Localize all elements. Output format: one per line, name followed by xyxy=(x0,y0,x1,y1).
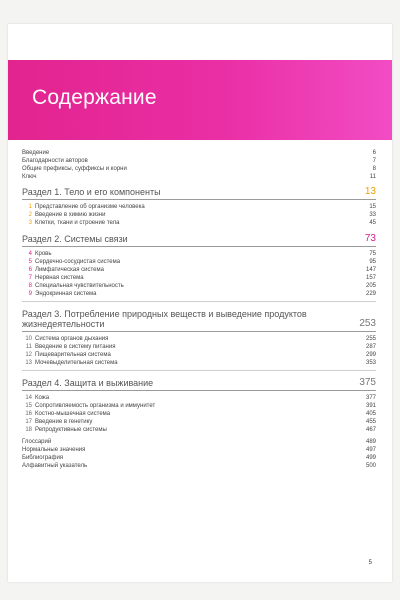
section-divider xyxy=(22,246,376,247)
chapter-number: 6 xyxy=(28,267,32,273)
chapter-number: 14 xyxy=(25,395,32,401)
chapter-entry xyxy=(22,410,376,418)
toc-entry-page: 8 xyxy=(372,166,376,172)
toc-entry xyxy=(22,173,376,181)
chapter-number: 11 xyxy=(25,344,32,350)
section-end-divider xyxy=(22,301,376,302)
toc-entry xyxy=(22,157,376,165)
toc-entry-page: 500 xyxy=(365,463,376,469)
chapter-page: 205 xyxy=(365,283,376,289)
toc-entry xyxy=(22,462,376,470)
toc-entry-label: Введение xyxy=(22,150,50,156)
chapter-page: 75 xyxy=(369,251,376,257)
chapter-label: Пищеварительная система xyxy=(35,352,111,358)
chapter-entry xyxy=(22,418,376,426)
chapter-page: 287 xyxy=(365,344,376,350)
section-title: Раздел 3. Потребление природных веществ и выведение продуктов жизнедеятельности xyxy=(22,309,307,329)
chapter-label: Сопротивляемость организма и иммунитет xyxy=(35,403,156,409)
toc-entry-page: 7 xyxy=(372,158,376,164)
chapter-page: 229 xyxy=(365,291,376,297)
chapter-entry xyxy=(22,290,376,298)
chapter-label: Эндокринная система xyxy=(35,291,97,297)
section-heading-1 xyxy=(22,187,376,197)
section-heading-3 xyxy=(22,309,376,329)
chapter-page: 147 xyxy=(365,267,376,273)
chapter-label: Кожа xyxy=(35,395,50,401)
toc-entry-page: 497 xyxy=(365,447,376,453)
toc-entry-page: 6 xyxy=(372,150,376,156)
toc-entry xyxy=(22,454,376,462)
chapter-page: 391 xyxy=(365,403,376,409)
toc-entry-page: 499 xyxy=(365,455,376,461)
chapter-label: Кровь xyxy=(35,251,52,257)
toc-entry-label: Глоссарий xyxy=(22,439,52,445)
chapter-page: 353 xyxy=(365,360,376,366)
section-divider xyxy=(22,331,376,332)
chapter-page: 455 xyxy=(365,419,376,425)
chapter-page: 299 xyxy=(365,352,376,358)
chapter-entry xyxy=(22,343,376,351)
title-banner xyxy=(8,60,392,140)
chapter-page: 45 xyxy=(369,220,376,226)
section-heading-4 xyxy=(22,378,376,388)
page-title: Содержание xyxy=(32,86,157,109)
chapter-label: Репродуктивные системы xyxy=(35,427,107,433)
chapter-label: Система органов дыхания xyxy=(35,336,109,342)
chapter-label: Специальная чувствительность xyxy=(35,283,124,289)
chapter-page: 255 xyxy=(365,336,376,342)
chapter-entry xyxy=(22,266,376,274)
chapter-number: 12 xyxy=(25,352,32,358)
chapter-label: Костно-мышечная система xyxy=(35,411,111,417)
chapter-page: 33 xyxy=(369,212,376,218)
chapter-number: 9 xyxy=(28,291,32,297)
chapter-entry xyxy=(22,258,376,266)
toc-entry-page: 489 xyxy=(365,439,376,445)
chapter-number: 10 xyxy=(25,336,32,342)
chapter-number: 1 xyxy=(28,204,32,210)
chapter-label: Введение в генетику xyxy=(35,419,93,425)
page-number: 5 xyxy=(368,560,372,566)
chapter-entry xyxy=(22,211,376,219)
section-title: Раздел 4. Защита и выживание xyxy=(22,378,154,388)
section-end-divider xyxy=(22,370,376,371)
chapter-entry xyxy=(22,359,376,367)
document-page xyxy=(8,24,392,582)
toc-entry-page: 11 xyxy=(369,174,376,180)
chapter-label: Мочевыделительная система xyxy=(35,360,118,366)
chapter-entry xyxy=(22,250,376,258)
intro-list xyxy=(22,149,376,181)
chapter-label: Лимфатическая система xyxy=(35,267,104,273)
toc-entry-label: Алфавитный указатель xyxy=(22,463,88,469)
chapter-label: Сердечно-сосудистая система xyxy=(35,259,121,265)
toc-entry-label: Общие префиксы, суффиксы и корни xyxy=(22,166,127,172)
chapter-number: 13 xyxy=(25,360,32,366)
chapter-entry xyxy=(22,274,376,282)
section-title: Раздел 2. Системы связи xyxy=(22,234,128,244)
chapter-number: 3 xyxy=(28,220,32,226)
section-heading-2 xyxy=(22,234,376,244)
chapter-label: Введение в систему питания xyxy=(35,344,116,350)
toc-entry xyxy=(22,165,376,173)
chapter-page: 15 xyxy=(369,204,376,210)
chapter-number: 15 xyxy=(25,403,32,409)
toc-entry-label: Благодарности авторов xyxy=(22,158,88,164)
chapter-label: Введение в химию жизни xyxy=(35,212,106,218)
chapter-number: 17 xyxy=(25,419,32,425)
chapter-page: 95 xyxy=(369,259,376,265)
toc-entry-label: Нормальные значения xyxy=(22,447,86,453)
section-divider xyxy=(22,199,376,200)
toc-entry-label: Ключ xyxy=(22,174,37,180)
toc-entry xyxy=(22,446,376,454)
chapter-number: 16 xyxy=(25,411,32,417)
chapter-label: Клетки, ткани и строение тела xyxy=(35,220,120,226)
chapter-number: 4 xyxy=(28,251,32,257)
table-of-contents xyxy=(22,149,376,470)
chapter-entry xyxy=(22,219,376,227)
chapter-label: Нервная система xyxy=(35,275,84,281)
chapter-entry xyxy=(22,282,376,290)
section-page: 375 xyxy=(359,377,376,388)
section-divider xyxy=(22,390,376,391)
chapter-entry xyxy=(22,402,376,410)
chapter-entry xyxy=(22,426,376,434)
chapter-number: 8 xyxy=(28,283,32,289)
chapter-number: 7 xyxy=(28,275,32,281)
chapter-page: 377 xyxy=(365,395,376,401)
chapter-entry xyxy=(22,335,376,343)
chapter-page: 467 xyxy=(365,427,376,433)
toc-entry xyxy=(22,149,376,157)
chapter-entry xyxy=(22,351,376,359)
chapter-number: 18 xyxy=(25,427,32,433)
appendix-list xyxy=(22,438,376,470)
section-page: 253 xyxy=(359,318,376,329)
chapter-label: Представление об организме человека xyxy=(35,204,145,210)
toc-entry-label: Библиография xyxy=(22,455,64,461)
chapter-entry xyxy=(22,394,376,402)
toc-entry xyxy=(22,438,376,446)
chapter-page: 157 xyxy=(365,275,376,281)
chapter-entry xyxy=(22,203,376,211)
section-page: 13 xyxy=(364,186,376,197)
section-title: Раздел 1. Тело и его компоненты xyxy=(22,187,161,197)
chapter-number: 2 xyxy=(28,212,32,218)
chapter-number: 5 xyxy=(28,259,32,265)
section-page: 73 xyxy=(364,233,376,244)
chapter-page: 405 xyxy=(365,411,376,417)
